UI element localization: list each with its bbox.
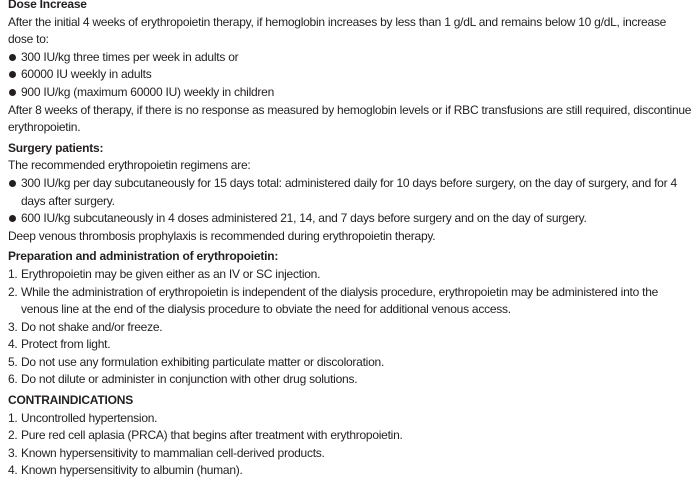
item-text: Do not dilute or administer in conjunction with other drug solutions. — [21, 372, 358, 387]
list-item: 600 IU/kg subcutaneously in 4 doses administered 21, 14, and 7 days before surgery and on the day of surgery. — [8, 210, 694, 228]
list-item — [8, 462, 694, 480]
list-item — [8, 427, 694, 445]
list-item: 300 IU/kg per day subcutaneously for 15 days total: administered daily for 10 days before surgery, on the day of surgery, and for 4 days after surgery. — [8, 175, 694, 210]
item-number: 6. — [8, 372, 18, 387]
item-text: Known hypersensitivity to albumin (human). — [21, 463, 243, 478]
contraindications-heading: CONTRAINDICATIONS — [8, 393, 134, 408]
dose-increase-bullets — [8, 49, 694, 102]
item-number: 4. — [8, 463, 18, 478]
list-item — [8, 445, 694, 463]
dose-increase-intro: After the initial 4 weeks of erythropoietin therapy, if hemoglobin increases by less than 1 g/dL and remains below 10 g/dL, increase dose to: — [8, 14, 667, 47]
surgery-intro: The recommended erythropoietin regimens are: — [8, 158, 251, 173]
list-item: 60000 IU weekly in adults — [8, 66, 694, 84]
surgery-outro: Deep venous thrombosis prophylaxis is recommended during erythropoietin therapy. — [8, 228, 436, 243]
item-number: 1. — [8, 410, 18, 425]
item-number: 2. — [8, 284, 18, 299]
item-text: While the administration of erythropoietin is independent of the dialysis procedure, erythropoietin may be administered into the venous line at the end of the dialysis procedure to obviate the need for additional venous access. — [21, 284, 659, 317]
list-item — [8, 371, 694, 389]
item-text: Erythropoietin may be given either as an IV or SC injection. — [21, 266, 321, 281]
item-number: 3. — [8, 319, 18, 334]
surgery-heading: Surgery patients: — [8, 140, 104, 155]
list-item — [8, 410, 694, 428]
list-item — [8, 284, 694, 319]
item-text: Protect from light. — [21, 337, 111, 352]
list-item: 300 IU/kg three times per week in adults or — [8, 49, 694, 67]
item-number: 5. — [8, 354, 18, 369]
item-text: Do not use any formulation exhibiting particulate matter or discoloration. — [21, 354, 385, 369]
preparation-section — [8, 248, 694, 389]
item-number: 1. — [8, 266, 18, 281]
contraindications-list — [8, 410, 694, 480]
list-item — [8, 336, 694, 354]
dose-increase-heading: Dose Increase — [8, 0, 87, 11]
preparation-heading: Preparation and administration of erythropoietin: — [8, 249, 279, 264]
item-text: Known hypersensitivity to mammalian cell-derived products. — [21, 445, 325, 460]
list-item — [8, 354, 694, 372]
preparation-list — [8, 266, 694, 389]
surgery-bullets — [8, 175, 694, 228]
item-text: Pure red cell aplasia (PRCA) that begins after treatment with erythropoietin. — [21, 428, 403, 443]
dose-increase-outro: After 8 weeks of therapy, if there is no response as measured by hemoglobin levels or if RBC transfusions are still required, discontinue erythropoietin. — [8, 102, 692, 135]
list-item — [8, 319, 694, 337]
contraindications-section — [8, 392, 694, 480]
list-item: 900 IU/kg (maximum 60000 IU) weekly in children — [8, 84, 694, 102]
item-number: 3. — [8, 445, 18, 460]
item-text: Uncontrolled hypertension. — [21, 410, 158, 425]
list-item — [8, 266, 694, 284]
item-text: Do not shake and/or freeze. — [21, 319, 163, 334]
item-number: 4. — [8, 337, 18, 352]
surgery-section — [8, 140, 694, 246]
item-number: 2. — [8, 428, 18, 443]
dose-increase-section — [8, 0, 694, 137]
